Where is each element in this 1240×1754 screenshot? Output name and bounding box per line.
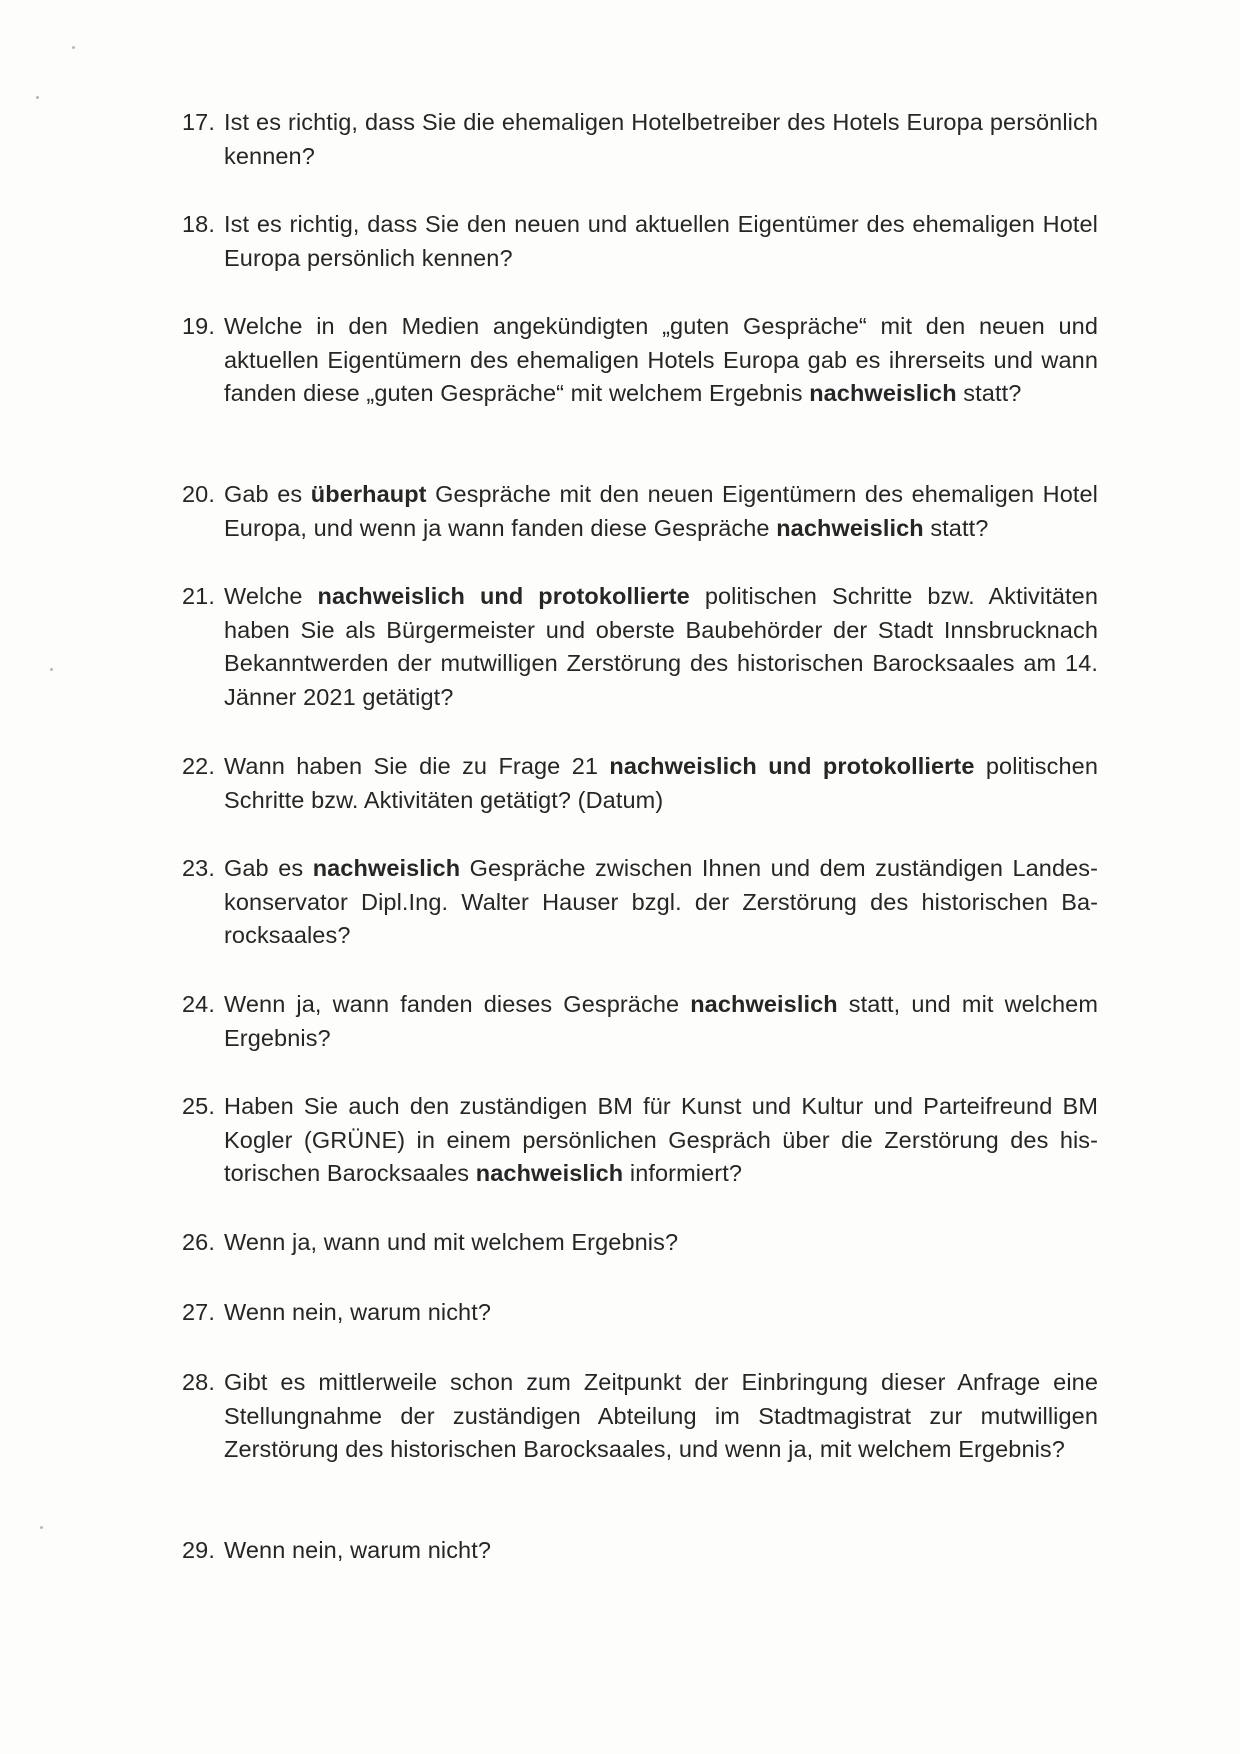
question-text <box>224 580 1098 714</box>
question-item <box>182 852 1098 953</box>
question-text <box>224 1534 1098 1568</box>
question-number: 18. <box>182 211 215 237</box>
question-number: 19. <box>182 313 215 339</box>
question-text <box>224 1090 1098 1191</box>
question-text-segment: Ist es richtig, dass Sie die ehemaligen Hotelbetreiber des Hotels Europa persönlich kennen? <box>224 109 1098 169</box>
question-item <box>182 1534 1098 1568</box>
question-number: 22. <box>182 753 215 779</box>
question-text-segment: Gespräche mit den neuen Eigentümern des ehemaligen Hotel Europa, und wenn ja wann fanden diese Gespräche <box>224 481 1099 541</box>
question-item <box>182 478 1098 545</box>
question-text-segment: Gespräche zwischen Ihnen und dem zuständigen Landeskonservator Dipl.Ing. Walter Hauser bzgl. der Zerstörung des historischen Barocksaales? <box>224 855 1098 948</box>
question-text-segment: Gibt es mittlerweile schon zum Zeitpunkt der Einbringung dieser Anfrage eine Stellungnahme der zuständigen Abteilung im Stadtmagistrat zur mutwilligen Zerstörung des historischen Barocksaales, und wenn ja, mit welchem Ergebnis? <box>224 1369 1098 1462</box>
question-item <box>182 580 1098 714</box>
question-text <box>224 1366 1098 1467</box>
emphasis-text: nachweislich <box>809 380 957 406</box>
question-text-segment: Gab es <box>224 481 311 507</box>
question-text-segment: Wenn ja, wann fanden dieses Gespräche <box>224 991 691 1017</box>
question-item <box>182 1366 1098 1467</box>
question-number: 26. <box>182 1229 215 1255</box>
question-number: 29. <box>182 1537 215 1563</box>
question-text <box>224 852 1098 953</box>
scan-speck <box>36 96 39 99</box>
question-text-segment: statt? <box>923 514 989 541</box>
question-text <box>224 988 1098 1055</box>
question-number: 27. <box>182 1299 215 1325</box>
question-text <box>224 106 1098 173</box>
emphasis-text: nachweislich <box>776 514 924 541</box>
scan-speck <box>50 668 53 671</box>
emphasis-text: nachweislich und protokollierte <box>609 753 975 779</box>
emphasis-text: überhaupt <box>310 481 427 507</box>
question-item <box>182 1296 1098 1330</box>
emphasis-text: nachweislich <box>475 1160 624 1186</box>
scan-speck <box>72 46 75 49</box>
question-number: 25. <box>182 1093 215 1119</box>
question-text-segment: Wann haben Sie die zu Frage 21 <box>224 753 610 779</box>
question-text-segment: Haben Sie auch den zuständigen BM für Kunst und Kultur und Parteifreund BM Kogler (GRÜNE) in einem persönlichen Gespräch über die Zerstörung des historischen Barocksaales <box>224 1093 1098 1186</box>
question-text <box>224 750 1098 817</box>
question-text-segment: Wenn ja, wann und mit welchem Ergebnis? <box>224 1229 679 1255</box>
question-text-segment: Welche in den Medien angekündigten „guten Gespräche“ mit den neuen und aktuellen Eigentümern des ehemaligen Hotels Europa gab es ihrerseits und wann fanden diese „guten Gespräche“ mit welchem Ergebnis <box>224 313 1098 406</box>
question-text-segment: Wenn nein, warum nicht? <box>224 1299 492 1325</box>
question-item <box>182 208 1098 275</box>
emphasis-text: nachweislich <box>312 855 461 881</box>
question-item <box>182 1226 1098 1260</box>
question-text-segment: Gab es <box>224 855 313 881</box>
question-number: 20. <box>182 481 215 507</box>
question-text <box>224 478 1098 545</box>
question-number: 23. <box>182 855 215 881</box>
question-text <box>224 208 1098 275</box>
question-text-segment: Welche <box>224 583 318 609</box>
question-text-segment: Wenn nein, warum nicht? <box>224 1537 492 1563</box>
question-text-segment: statt? <box>956 380 1022 406</box>
question-number: 28. <box>182 1369 215 1395</box>
question-text-segment: informiert? <box>623 1160 742 1186</box>
question-item <box>182 310 1098 411</box>
question-item <box>182 1090 1098 1191</box>
question-text-segment: politischen Schritte bzw. Aktivitäten haben Sie als Bürgermeister und oberste Baubehörder der Stadt Innsbrucknach Bekanntwerden der mutwilligen Zerstörung des historischen Barocksaales am 14. Jänner 2021 getätigt? <box>224 583 1098 710</box>
scan-speck <box>40 1526 43 1529</box>
question-item <box>182 106 1098 173</box>
question-number: 17. <box>182 109 215 135</box>
question-number: 21. <box>182 583 215 609</box>
emphasis-text: nachweislich <box>690 991 838 1017</box>
question-item <box>182 988 1098 1055</box>
question-text-segment: Ist es richtig, dass Sie den neuen und aktuellen Eigentümer des ehemaligen Hotel Europa persönlich kennen? <box>224 211 1098 271</box>
question-text-segment: statt, und mit welchem Ergebnis? <box>224 991 1098 1051</box>
question-text <box>224 310 1098 411</box>
emphasis-text: nachweislich und protokollierte <box>317 583 690 609</box>
question-number: 24. <box>182 991 215 1017</box>
question-text <box>224 1226 1098 1260</box>
question-item <box>182 750 1098 817</box>
question-text-segment: politischen Schritte bzw. Aktivitäten getätigt? (Datum) <box>224 753 1098 813</box>
question-text <box>224 1296 1098 1330</box>
